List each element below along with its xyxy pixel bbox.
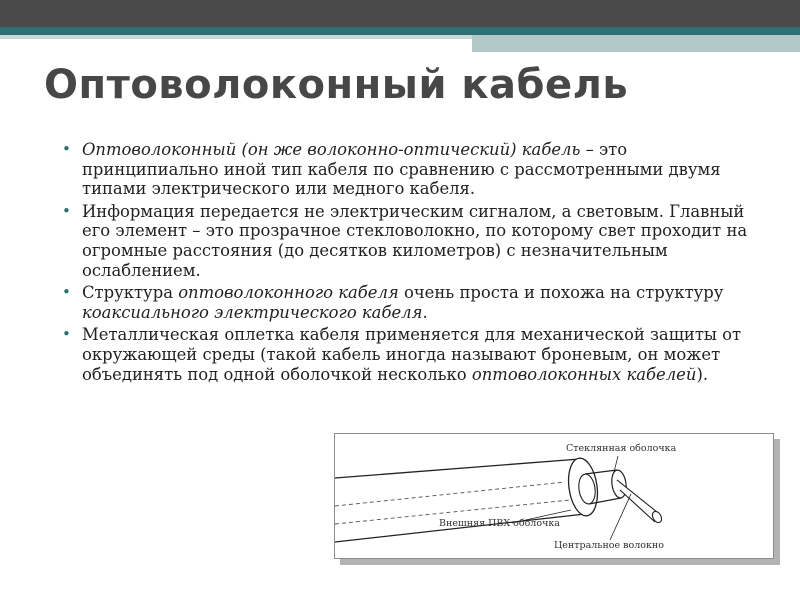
bullet-icon: • bbox=[62, 201, 71, 220]
label-outer-pvc-jacket: Внешняя ПВХ оболочка bbox=[439, 518, 560, 529]
bullet-text-italic: коаксиального электрического кабеля bbox=[82, 302, 423, 322]
bullet-text: Металлическая оплетка кабеля применяется для механической защиты от окружающей среды (такой кабель иногда называют броневым, он может объединять под одной оболочкой несколько bbox=[82, 325, 742, 384]
header-band-light-left bbox=[0, 35, 472, 39]
label-glass-cladding: Стеклянная оболочка bbox=[566, 443, 677, 454]
bullet-item bbox=[62, 140, 762, 199]
header-band-light-right bbox=[472, 35, 800, 52]
bullet-list bbox=[62, 140, 762, 387]
bullet-text-italic: оптоволоконных кабелей bbox=[471, 364, 697, 384]
bullet-text: Информация передается не электрическим сигналом, а световым. Главный его элемент – это прозрачное стекловолокно, по которому свет проходит на огромные расстояния (до десятков километров) с незначительным ослаблением. bbox=[82, 201, 748, 280]
bullet-text: очень проста и похожа на структуру bbox=[398, 283, 724, 303]
header-band-teal bbox=[0, 27, 800, 35]
bullet-text-italic: оптоволоконного кабеля bbox=[178, 283, 399, 303]
slide-title: Оптоволоконный кабель bbox=[44, 62, 629, 108]
bullet-text-italic: Оптоволоконный (он же волоконно-оптический) кабель bbox=[82, 140, 581, 159]
bullet-icon: • bbox=[62, 140, 71, 158]
bullet-item bbox=[62, 325, 762, 384]
cable-diagram bbox=[334, 433, 774, 559]
label-central-fiber: Центральное волокно bbox=[554, 540, 664, 551]
bullet-icon: • bbox=[62, 325, 71, 344]
bullet-item bbox=[62, 202, 762, 280]
bullet-text: ). bbox=[696, 364, 709, 384]
bullet-text: Структура bbox=[82, 283, 179, 303]
bullet-icon: • bbox=[62, 283, 71, 302]
bullet-item bbox=[62, 283, 762, 322]
bullet-text: – это принципиально иной тип кабеля по сравнению с рассмотренными двумя типами электрического или медного кабеля. bbox=[82, 140, 721, 199]
bullet-text: . bbox=[422, 302, 428, 322]
header-band-dark bbox=[0, 0, 800, 27]
